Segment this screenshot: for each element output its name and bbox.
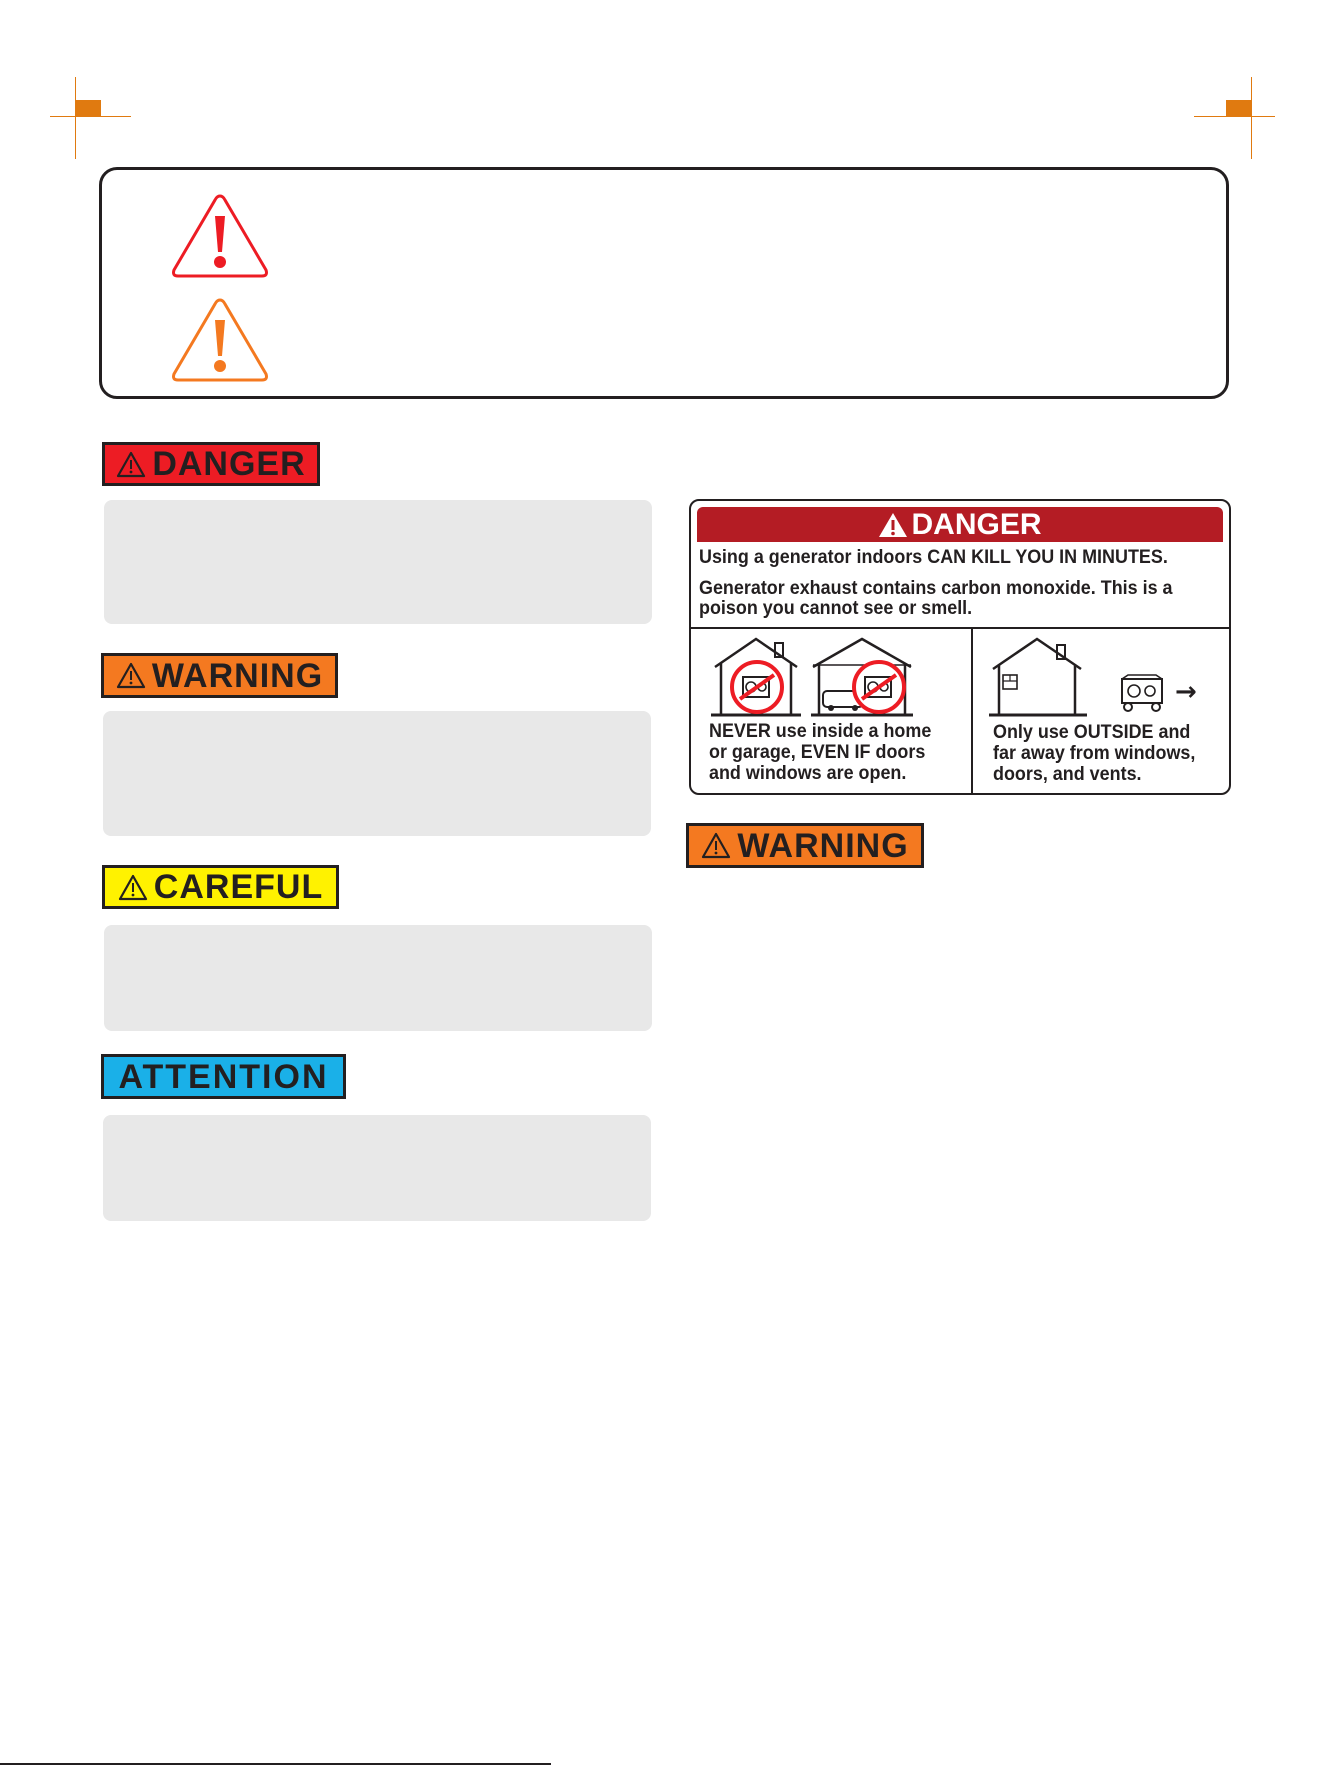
carbon-monoxide-danger-sticker (689, 499, 1231, 795)
exclamation-triangle-icon (170, 192, 270, 280)
left-caption-line-2: or garage, EVEN IF doors (709, 741, 926, 763)
warning-label-right (686, 823, 924, 868)
warning-triangle-icon (118, 874, 148, 901)
exclamation-triangle-icon (170, 296, 270, 384)
attention-label (101, 1054, 346, 1099)
warning-triangle-icon (116, 451, 146, 478)
attention-text-box (103, 1115, 651, 1221)
careful-label (102, 865, 339, 909)
sticker-divider-vertical (971, 627, 973, 793)
warning-triangle-icon (116, 662, 146, 689)
danger-label (102, 442, 320, 486)
danger-label-text: DANGER (152, 445, 306, 483)
no-generator-icon (851, 659, 907, 715)
safety-symbols-box (99, 167, 1229, 399)
right-caption-line-3: doors, and vents. (993, 763, 1142, 785)
warning-label (101, 653, 338, 698)
careful-text-box (104, 925, 652, 1031)
warning-label-text: WARNING (151, 656, 324, 695)
warning-triangle-icon (878, 512, 908, 538)
attention-label-text: ATTENTION (118, 1057, 329, 1096)
sticker-title: DANGER (911, 507, 1042, 541)
left-caption-line-1: NEVER use inside a home (709, 720, 932, 742)
sticker-divider-horizontal (691, 627, 1229, 629)
no-generator-icon (729, 659, 785, 715)
warning-text-box (103, 711, 651, 836)
danger-text-box (104, 500, 652, 624)
right-caption-line-2: far away from windows, (993, 742, 1196, 764)
sticker-line-2a: Generator exhaust contains carbon monoxide. This is a (699, 577, 1173, 599)
right-caption-line-1: Only use OUTSIDE and (993, 721, 1191, 743)
careful-label-text: CAREFUL (153, 868, 324, 906)
warning-label-right-text: WARNING (737, 826, 909, 865)
sticker-header (697, 507, 1223, 542)
house-icon (987, 635, 1097, 717)
sticker-line-2b: poison you cannot see or smell. (699, 597, 973, 619)
arrow-icon: → (1175, 677, 1197, 707)
left-caption-line-3: and windows are open. (709, 762, 907, 784)
generator-icon (1119, 673, 1165, 713)
sticker-line-1: Using a generator indoors CAN KILL YOU IN MINUTES. (699, 546, 1168, 568)
warning-triangle-icon (701, 832, 731, 859)
